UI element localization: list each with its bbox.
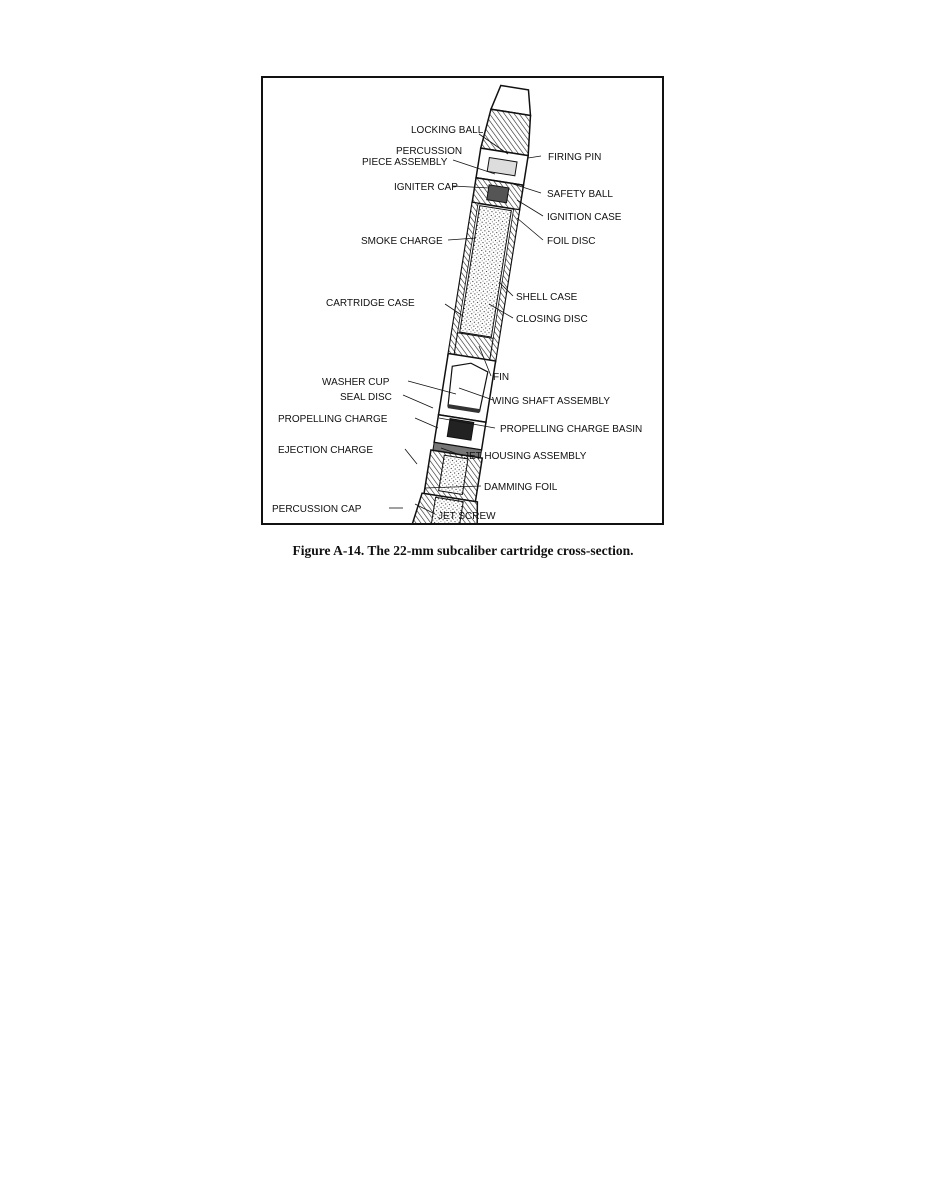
label-percussion-piece-line1: PERCUSSION bbox=[396, 146, 463, 157]
label-seal-disc: SEAL DISC bbox=[340, 392, 392, 403]
label-locking-ball: LOCKING BALL bbox=[411, 125, 484, 136]
label-firing-pin: FIRING PIN bbox=[548, 152, 602, 163]
figure-caption: Figure A-14. The 22-mm subcaliber cartridge cross-section. bbox=[292, 543, 634, 558]
label-shell-case: SHELL CASE bbox=[516, 292, 578, 303]
label-fin: FIN bbox=[493, 372, 510, 383]
label-percussion-cap: PERCUSSION CAP bbox=[272, 504, 362, 515]
label-damming-foil: DAMMING FOIL bbox=[484, 482, 558, 493]
label-igniter-cap: IGNITER CAP bbox=[394, 182, 458, 193]
label-ignition-case: IGNITION CASE bbox=[547, 212, 622, 223]
label-closing-disc: CLOSING DISC bbox=[516, 314, 588, 325]
nose-block bbox=[481, 109, 535, 156]
label-smoke-charge: SMOKE CHARGE bbox=[361, 236, 443, 247]
cartridge-cross-section-diagram bbox=[263, 78, 662, 523]
figure-frame bbox=[261, 76, 664, 525]
label-jet-housing-assembly: JET HOUSING ASSEMBLY bbox=[464, 451, 587, 462]
label-foil-disc: FOIL DISC bbox=[547, 236, 596, 247]
label-percussion-piece-line2: PIECE ASSEMBLY bbox=[362, 157, 448, 168]
label-cartridge-case: CARTRIDGE CASE bbox=[326, 298, 415, 309]
label-propelling-charge: PROPELLING CHARGE bbox=[278, 414, 388, 425]
label-propelling-charge-basin: PROPELLING CHARGE BASIN bbox=[500, 424, 643, 435]
label-wing-shaft-assembly: WING SHAFT ASSEMBLY bbox=[492, 396, 610, 407]
label-ejection-charge: EJECTION CHARGE bbox=[278, 445, 374, 456]
label-safety-ball: SAFETY BALL bbox=[547, 189, 613, 200]
label-jet-screw: JET SCREW bbox=[438, 511, 496, 522]
label-washer-cup: WASHER CUP bbox=[322, 377, 390, 388]
